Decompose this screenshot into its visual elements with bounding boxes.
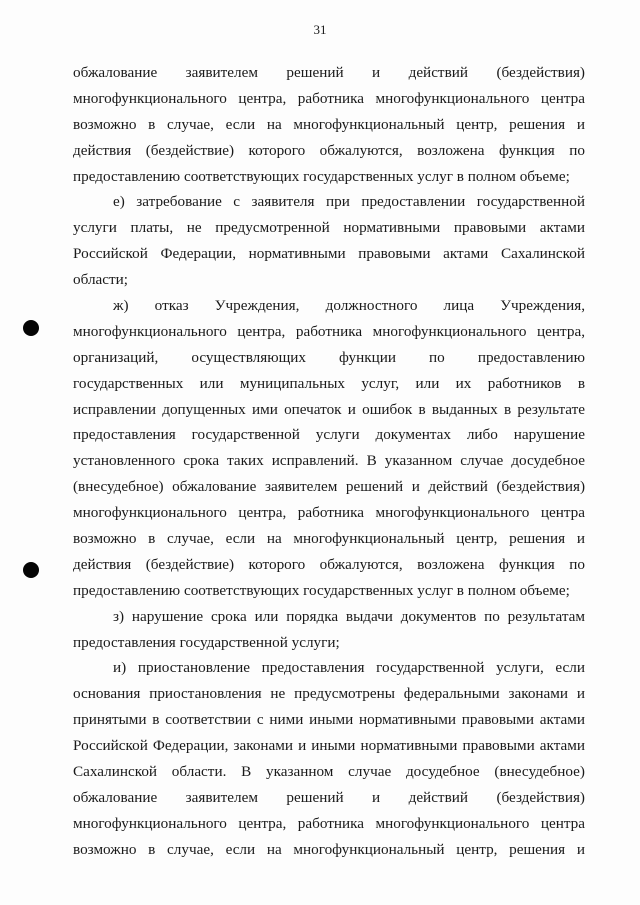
- text-line: действия (бездействие) которого обжалуются, возложена функция по: [73, 141, 585, 159]
- text-line: многофункционального центра, работника многофункционального центра: [73, 89, 585, 107]
- text-line: предоставлению соответствующих государственных услуг в полном объеме;: [73, 167, 570, 185]
- text-line: возможно в случае, если на многофункциональный центр, решения и: [73, 115, 585, 133]
- text-line: Сахалинской области. В указанном случае досудебное (внесудебное): [73, 763, 585, 781]
- text-line: обжалование заявителем решений и действий (бездействия): [73, 788, 585, 806]
- text-line: возможно в случае, если на многофункциональный центр, решения и: [73, 840, 585, 858]
- page-number: 31: [313, 22, 327, 37]
- text-line: ж) отказ Учреждения, должностного лица Учреждения,: [113, 297, 585, 315]
- text-line: предоставления государственной услуги документах либо нарушение: [73, 426, 585, 444]
- text-line: многофункционального центра, работника многофункционального центра: [73, 504, 585, 522]
- text-line: действия (бездействие) которого обжалуются, возложена функция по: [73, 555, 585, 573]
- text-line: е) затребование с заявителя при предоставлении государственной: [113, 193, 585, 211]
- text-line: исправлении допущенных ими опечаток и ошибок в выданных в результате: [73, 400, 585, 418]
- text-line: области;: [73, 271, 128, 289]
- binder-hole: [23, 562, 39, 578]
- text-line: Российской Федерации, нормативными правовыми актами Сахалинской: [73, 245, 585, 263]
- text-line: Российской Федерации, законами и иными нормативными правовыми актами: [73, 737, 585, 755]
- text-line: организаций, осуществляющих функции по предоставлению: [73, 348, 585, 366]
- text-line: многофункционального центра, работника многофункционального центра,: [73, 322, 585, 340]
- text-line: предоставления государственной услуги;: [73, 633, 340, 651]
- text-line: з) нарушение срока или порядка выдачи документов по результатам: [113, 607, 585, 625]
- text-line: многофункционального центра, работника многофункционального центра: [73, 814, 585, 832]
- text-line: установленного срока таких исправлений. В указанном случае досудебное: [73, 452, 585, 470]
- text-line: услуги платы, не предусмотренной нормативными правовыми актами: [73, 219, 585, 237]
- text-line: и) приостановление предоставления государственной услуги, если: [113, 659, 585, 677]
- text-line: обжалование заявителем решений и действий (бездействия): [73, 64, 585, 81]
- body-text: [73, 60, 585, 863]
- text-line: основания приостановления не предусмотрены федеральными законами и: [73, 685, 585, 703]
- text-line: государственных или муниципальных услуг, или их работников в: [73, 374, 585, 392]
- text-line: предоставлению соответствующих государственных услуг в полном объеме;: [73, 581, 570, 599]
- text-line: возможно в случае, если на многофункциональный центр, решения и: [73, 530, 585, 548]
- binder-hole: [23, 320, 39, 336]
- text-line: (внесудебное) обжалование заявителем решений и действий (бездействия): [73, 478, 585, 496]
- text-line: принятыми в соответствии с ними иными нормативными правовыми актами: [73, 711, 585, 729]
